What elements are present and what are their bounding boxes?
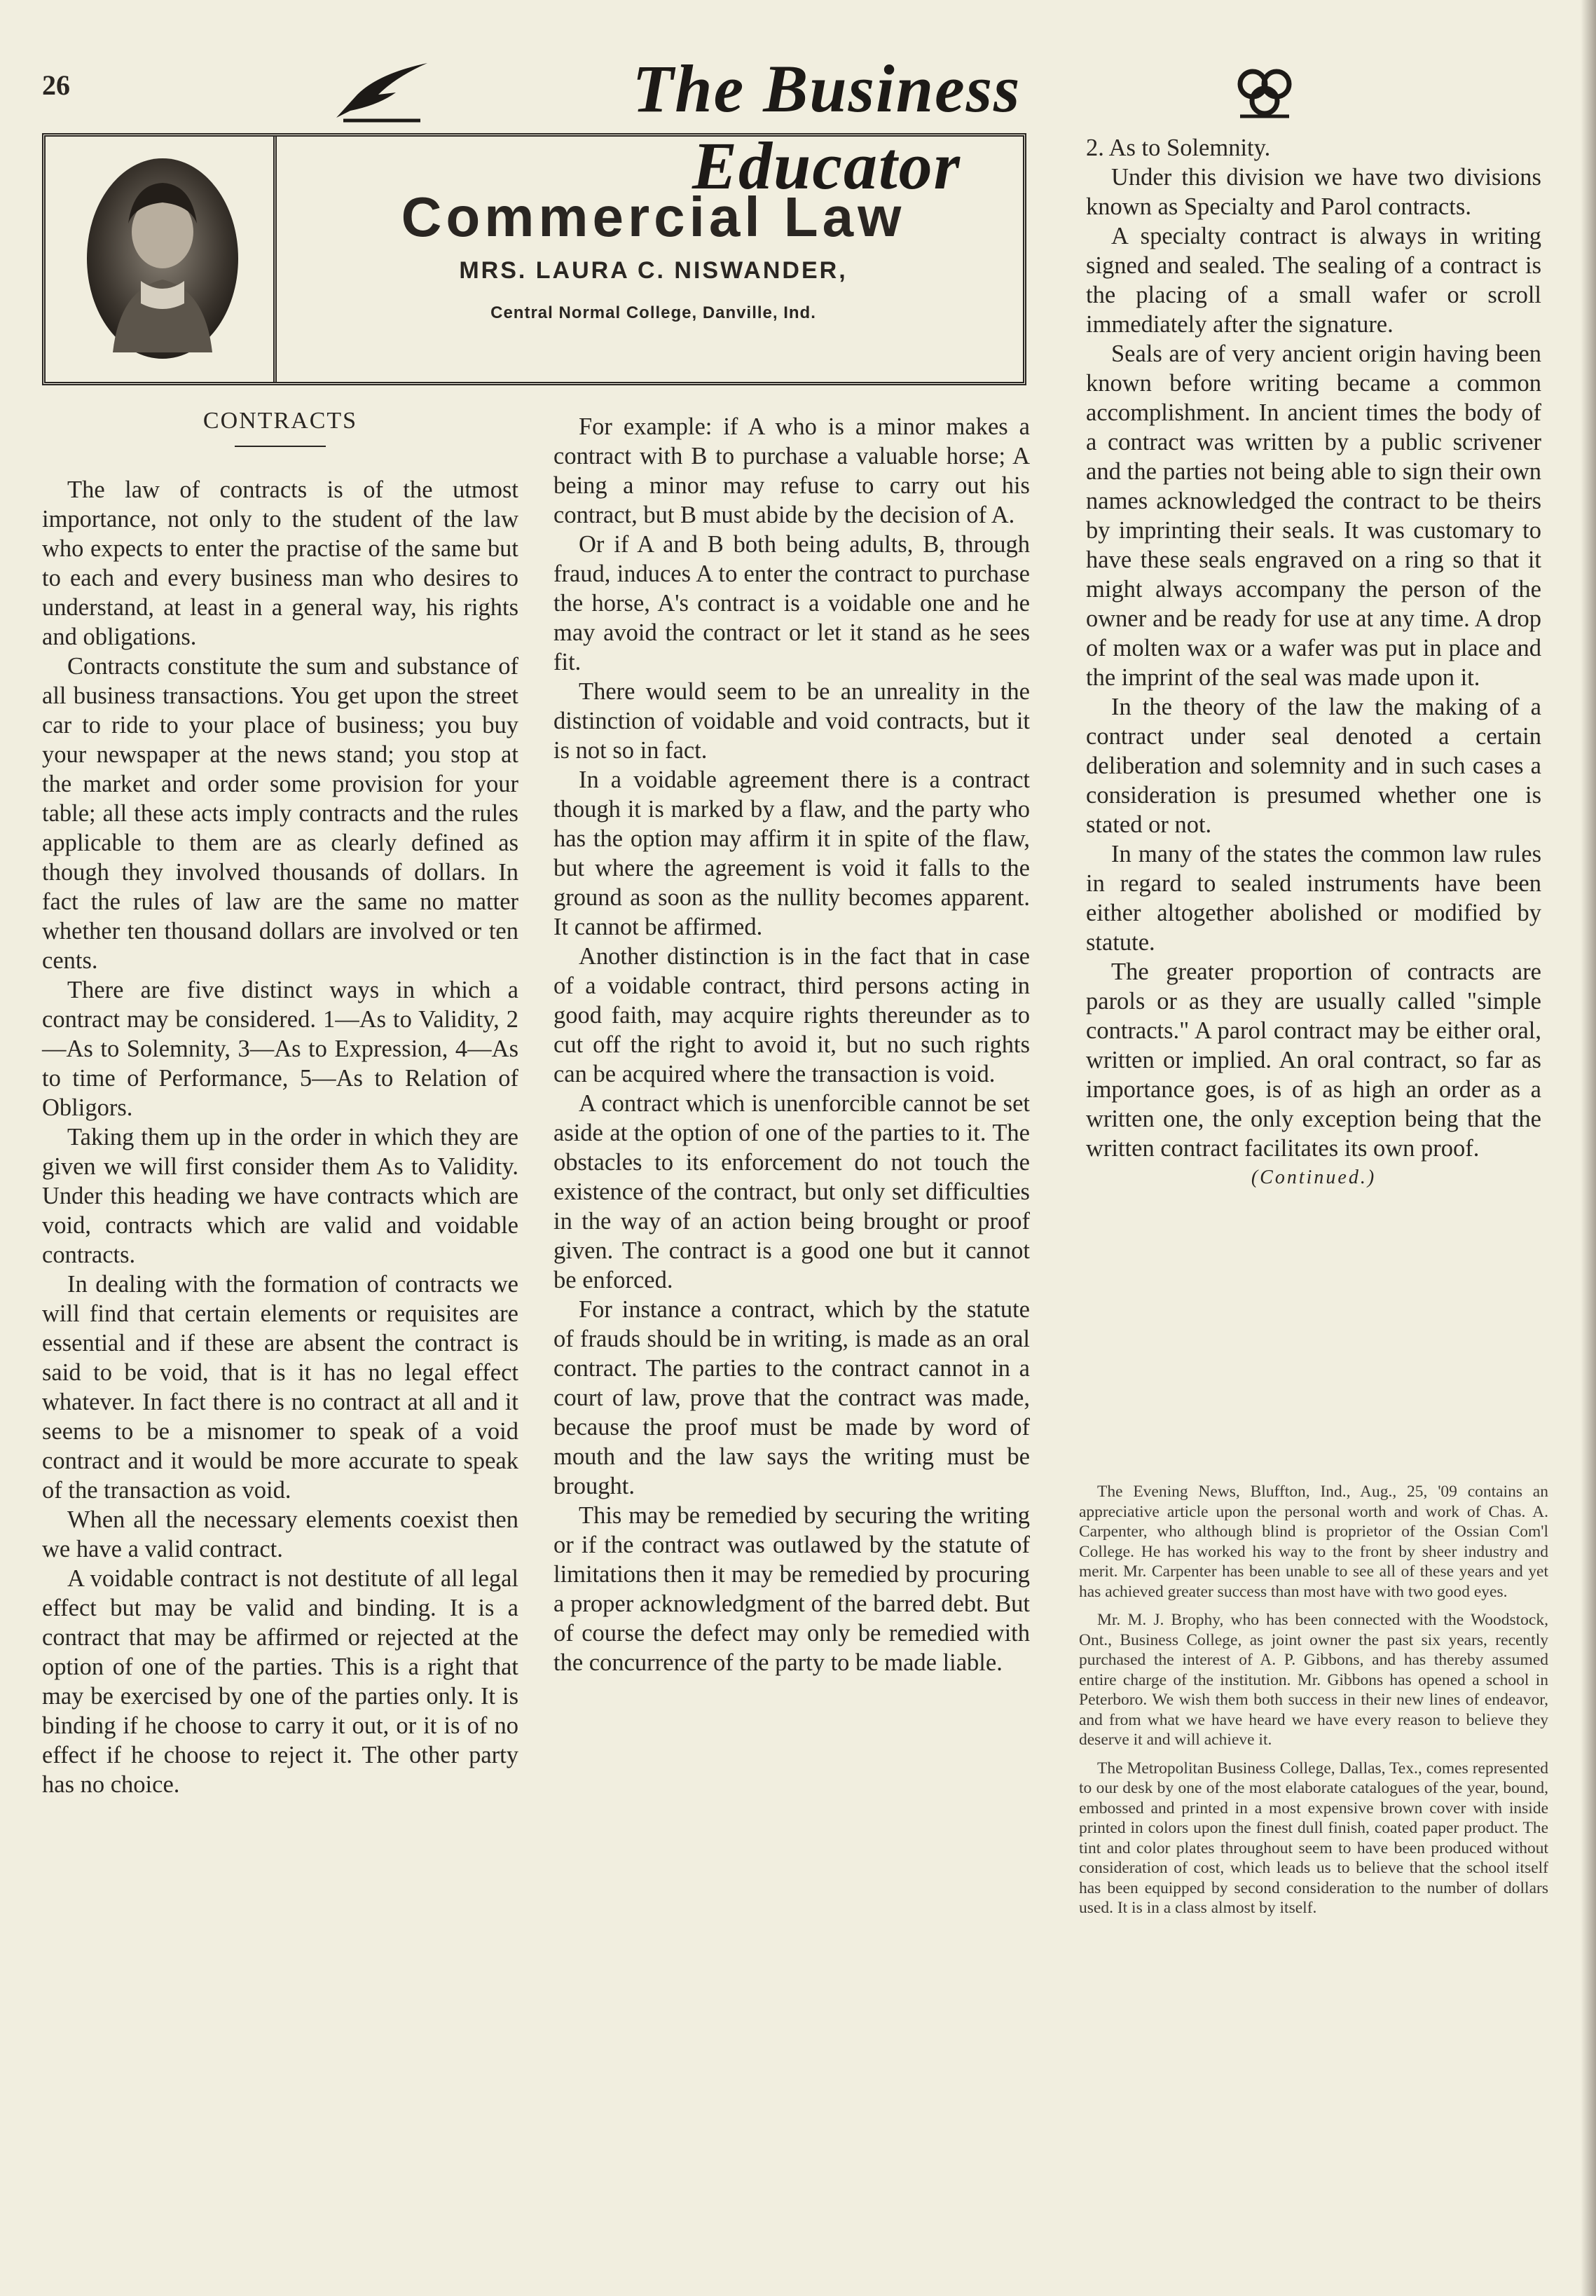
paragraph: Or if A and B both being adults, B, through fraud, induces A to enter the contract to purchase the horse, A's contract is a voidable one and he may avoid the contract or let it stand as he sees fit. — [553, 531, 1030, 675]
paragraph: There would seem to be an unreality in the distinction of voidable and void contracts, but it is not so in fact. — [553, 678, 1030, 764]
paragraph: For instance a contract, which by the statute of frauds should be in writing, is made as an oral contract. The parties to the contract cannot in a court of law, prove that the contract was made, because the proof must be made by word of mouth and the law says the writing must be brought. — [553, 1296, 1030, 1499]
heading-divider — [235, 446, 326, 447]
page-number: 26 — [42, 69, 70, 101]
paragraph: The law of contracts is of the utmost importance, not only to the student of the law who expects to enter the practise of the same but to each and every business man who desires to understand, at least in a general way, his rights and obligations. — [42, 476, 518, 650]
paragraph: Seals are of very ancient origin having been known before writing became a common accomplishment. In ancient times the body of a contract was written by a public scrivener and the parties not being able to sign their own names acknowledged the contract to be theirs by imprinting their seals. It was customary to have these seals engraved on a ring so that it might always accompany the person of the owner and be ready for use at any time. A drop of molten wax or a wafer was put in place and the imprint of the seal was made upon it. — [1086, 341, 1541, 691]
news-item: Mr. M. J. Brophy, who has been connected with the Woodstock, Ont., Business College, as joint owner the past six years, recently purchased the interest of A. P. Gibbons, and has thereby assumed entire charge of the institution. Mr. Gibbons has opened a school in Peterboro. We wish them both success in their new lines of endeavor, and from what we have heard we have every reason to believe they deserve it and will achieve it. — [1079, 1611, 1548, 1749]
page-edge-shadow — [1581, 0, 1596, 2296]
paragraph: Contracts constitute the sum and substance of all business transactions. You get upon the street car to ride to your place of business; you buy your newspaper at the news stand; you stop at the market and order some provision for your table; all these acts imply contracts and the rules applicable to them are as clearly defined as though they involved thousands of dollars. In fact the rules of law are the same no matter whether ten thousand dollars are involved or ten cents. — [42, 653, 518, 974]
paragraph: In the theory of the law the making of a contract under seal denoted a certain deliberation and solemnity and in such cases a consideration is presumed whether one is stated or not. — [1086, 694, 1541, 838]
news-item: The Evening News, Bluffton, Ind., Aug., 25, '09 contains an appreciative article upon the personal worth and work of Chas. A. Carpenter, who although blind is proprietor of the Ossian Com'l College. He has worked his way to the front by sheer industry and merit. Mr. Carpenter has been unable to see all of these years and yet has achieved greater success than most have with two good eyes. — [1079, 1483, 1548, 1601]
section-heading: CONTRACTS — [202, 408, 358, 434]
subsection-heading: 2. As to Solemnity. — [1086, 135, 1271, 161]
paragraph: Another distinction is in the fact that in case of a voidable contract, third persons acting in good faith, may acquire rights thereunder as to cut off the right to avoid it, but no such rights can be acquired where the transaction is void. — [553, 943, 1030, 1087]
paragraph: Under this division we have two divisions known as Specialty and Parol contracts. — [1086, 164, 1541, 220]
paragraph: In dealing with the formation of contracts we will find that certain elements or requisites are essential and if these are absent the contract is said to be void, that is it has no legal effect whatever. In fact there is no contract at all and it seems to be a misnomer to speak of a void contract and it would be more accurate to speak of the transaction as void. — [42, 1271, 518, 1504]
article-title: Commercial Law — [401, 186, 906, 248]
paragraph: For example: if A who is a minor makes a contract with B to purchase a valuable horse; A being a minor may refuse to carry out his contract, but B must abide by the decision of A. — [553, 413, 1030, 528]
author-affiliation: Central Normal College, Danville, Ind. — [490, 303, 816, 322]
paragraph: The greater proportion of contracts are parols or as they are usually called "simple contracts." A parol contract may be either oral, written or implied. An oral contract, so far as importance goes, is of as high an order as a written one, the only exception being that the written contract facilitates its own proof. — [1086, 958, 1541, 1162]
article-column-2 — [553, 412, 1030, 1677]
paragraph: When all the necessary elements coexist then we have a valid contract. — [42, 1506, 518, 1562]
portrait-frame — [46, 137, 277, 382]
news-notes — [1079, 1482, 1548, 1927]
paragraph: This may be remedied by securing the writing or if the contract was outlawed by the statute of limitations then it may be remedied by procuring a proper acknowledgment of the barred debt. But of course the defect may only be remedied with the concurrence of the party to be made liable. — [553, 1502, 1030, 1676]
author-portrait — [85, 156, 240, 361]
quill-pen-icon — [329, 56, 434, 126]
paragraph: A specialty contract is always in writing signed and sealed. The sealing of a contract is the placing of a small wafer or scroll immediately after the signature. — [1086, 223, 1541, 338]
paragraph: A voidable contract is not destitute of all legal effect but may be valid and binding. It is a contract that may be affirmed or rejected at the option of one of the parties. This is a right that may be exercised by one of the parties only. It is binding if he choose to carry it out, or it is of no effect if he choose to reject it. The other party has no choice. — [42, 1565, 518, 1798]
continued-note: (Continued.) — [1251, 1167, 1377, 1188]
paragraph: A contract which is unenforcible cannot be set aside at the option of one of the parties to it. The obstacles to its enforcement do not touch the existence of the contract, but only set difficulties in the way of an action being brought or proof given. The contract is a good one but it cannot be enforced. — [553, 1090, 1030, 1293]
article-header-box — [42, 133, 1026, 385]
paragraph: Taking them up in the order in which they are given we will first consider them As to Validity. Under this heading we have contracts which are void, contracts which are valid and voidable contracts. — [42, 1124, 518, 1268]
paragraph: In a voidable agreement there is a contract though it is marked by a flaw, and the party who has the option may affirm it in spite of the flaw, but where the agreement is void it falls to the ground as soon as the nullity becomes apparent. It cannot be affirmed. — [553, 767, 1030, 940]
paragraph: There are five distinct ways in which a contract may be considered. 1—As to Validity, 2—As to Solemnity, 3—As to Expression, 4—As to time of Performance, 5—As to Relation of Obligors. — [42, 977, 518, 1121]
article-column-3 — [1086, 133, 1541, 1192]
article-author: MRS. LAURA C. NISWANDER, — [459, 257, 848, 284]
article-column-1 — [42, 406, 518, 1799]
masthead-title: The Business Educator — [632, 51, 1021, 203]
news-item: The Metropolitan Business College, Dallas, Tex., comes represented to our desk by one of the most elaborate catalogues of the year, bound, embossed and printed in a most expensive brown cover with inside printed in colors upon the finest dull finish, coated paper product. The tint and color plates throughout seem to have been produced without consideration of cost, which leads us to believe that the school itself has been equipped by second consideration to the number of dollars used. It is in a class almost by itself. — [1079, 1759, 1548, 1917]
scroll-emblem-icon — [1233, 64, 1296, 121]
paragraph: In many of the states the common law rules in regard to sealed instruments have been either altogether abolished or modified by statute. — [1086, 841, 1541, 956]
